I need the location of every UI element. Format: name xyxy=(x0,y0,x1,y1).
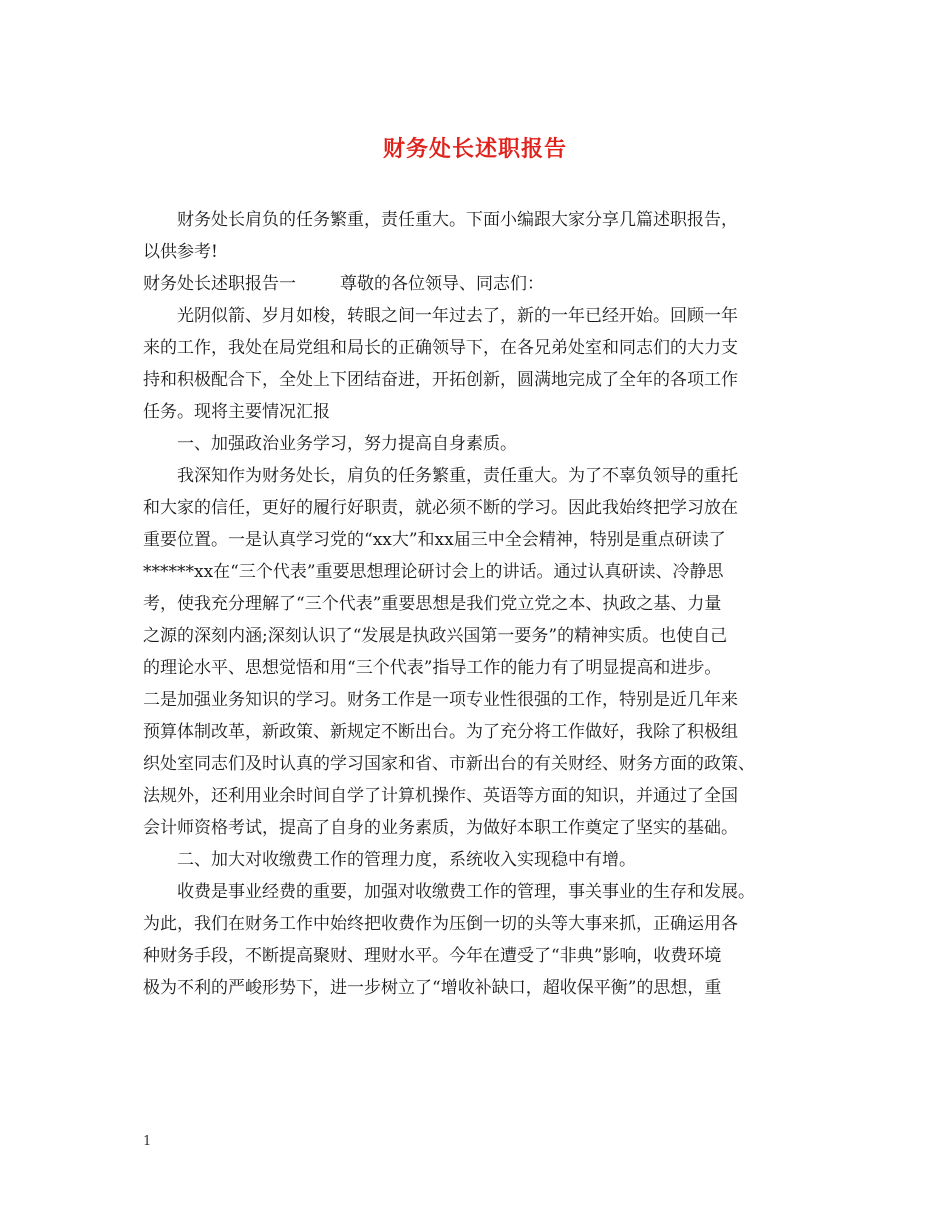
text-line: 持和积极配合下，全处上下团结奋进，开拓创新，圆满地完成了全年的各项工作 xyxy=(143,370,738,390)
document-title: 财务处长述职报告 xyxy=(382,136,567,162)
intro-paragraph xyxy=(143,204,829,268)
text-line: ******xx在“三个代表”重要思想理论研讨会上的讲话。通过认真研读、冷静思 xyxy=(143,562,724,582)
text-line: 织处室同志们及时认真的学习国家和省、市新出台的有关财经、财务方面的政策、 xyxy=(143,754,755,774)
text-line: 收费是事业经费的重要，加强对收缴费工作的管理，事关事业的生存和发展。 xyxy=(177,882,755,902)
paragraph-1 xyxy=(143,300,829,428)
document-body xyxy=(143,204,829,1004)
text-line: 种财务手段，不断提高聚财、理财水平。今年在遭受了“非典”影响，收费环境 xyxy=(143,946,722,966)
section-2-heading xyxy=(143,844,829,876)
text-line: 光阴似箭、岁月如梭，转眼之间一年过去了，新的一年已经开始。回顾一年 xyxy=(177,306,738,326)
text-line: 之源的深刻内涵;深刻认识了“发展是执政兴国第一要务”的精神实质。也使自己 xyxy=(143,626,728,646)
text-line: 我深知作为财务处长，肩负的任务繁重，责任重大。为了不辜负领导的重托 xyxy=(177,466,738,486)
text-line: 任务。现将主要情况汇报 xyxy=(143,402,330,422)
text-line: 和大家的信任，更好的履行好职责，就必须不断的学习。因此我始终把学习放在 xyxy=(143,498,738,518)
salutation: 尊敬的各位领导、同志们： xyxy=(340,274,544,294)
text-line: 以供参考! xyxy=(143,242,218,262)
paragraph-2 xyxy=(143,460,829,844)
page-number: 1 xyxy=(143,1134,152,1149)
section-1-heading xyxy=(143,428,829,460)
text-line: 预算体制改革，新政策、新规定不断出台。为了充分将工作做好，我除了积极组 xyxy=(143,722,738,742)
report-heading-line xyxy=(143,268,829,300)
paragraph-3 xyxy=(143,876,829,1004)
text-line: 考，使我充分理解了“三个代表”重要思想是我们党立党之本、执政之基、力量 xyxy=(143,594,722,614)
report-heading: 财务处长述职报告一 xyxy=(143,274,296,294)
text-line: 重要位置。一是认真学习党的“xx大”和xx届三中全会精神，特别是重点研读了 xyxy=(143,530,726,550)
text-line: 一、加强政治业务学习，努力提高自身素质。 xyxy=(177,434,517,454)
text-line: 二、加大对收缴费工作的管理力度，系统收入实现稳中有增。 xyxy=(177,850,636,870)
text-line: 二是加强业务知识的学习。财务工作是一项专业性很强的工作，特别是近几年来 xyxy=(143,690,738,710)
text-line: 会计师资格考试，提高了自身的业务素质，为做好本职工作奠定了坚实的基础。 xyxy=(143,818,738,838)
text-line: 的理论水平、思想觉悟和用“三个代表”指导工作的能力有了明显提高和进步。 xyxy=(143,658,722,678)
text-line: 极为不利的严峻形势下，进一步树立了“增收补缺口，超收保平衡”的思想，重 xyxy=(143,978,722,998)
text-line: 来的工作，我处在局党组和局长的正确领导下，在各兄弟处室和同志们的大力支 xyxy=(143,338,738,358)
text-line: 法规外，还利用业余时间自学了计算机操作、英语等方面的知识，并通过了全国 xyxy=(143,786,738,806)
text-line: 财务处长肩负的任务繁重，责任重大。下面小编跟大家分享几篇述职报告， xyxy=(177,210,738,230)
text-line: 为此，我们在财务工作中始终把收费作为压倒一切的头等大事来抓，正确运用各 xyxy=(143,914,738,934)
